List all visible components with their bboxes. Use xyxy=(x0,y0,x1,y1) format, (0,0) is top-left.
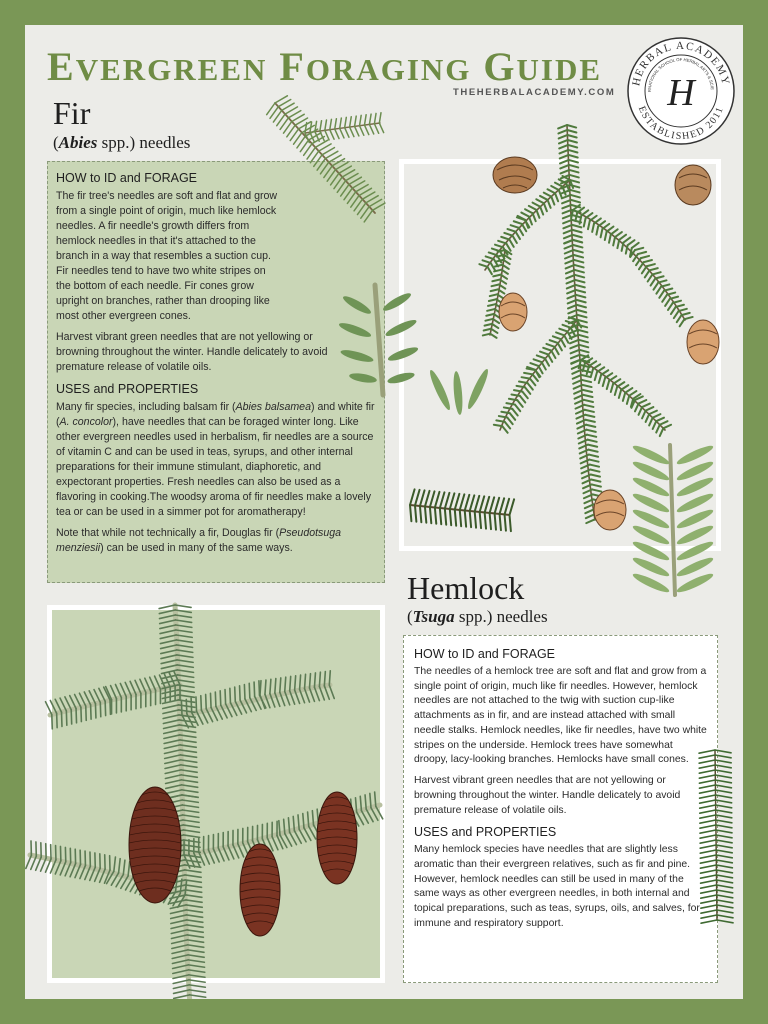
svg-text:HERBAL ACADEMY: HERBAL ACADEMY xyxy=(630,39,732,88)
guide-sheet xyxy=(25,25,743,999)
hemlock-uses-text: Many hemlock species have needles that are slightly less aromatic than their evergreen relatives, such as fir and pine. However, hemlock needles can still be used in many of the same ways as other evergreen needles, in both internal and topical preparations, such as teas, syrups, oils, and salves, for immune and respiratory support. xyxy=(414,844,700,929)
svg-text:ESTABLISHED 2011: ESTABLISHED 2011 xyxy=(635,104,727,143)
page-title: EVERGREEN FORAGING GUIDE xyxy=(47,44,603,89)
fir-sprig-illustration xyxy=(265,93,385,243)
hemlock-cone xyxy=(594,490,626,530)
fir-latin-subheading: (Abies spp.) needles xyxy=(53,133,191,152)
hemlock-cone xyxy=(687,320,719,364)
fir-uses-heading: USES and PROPERTIES xyxy=(56,382,199,397)
hemlock-twig-illustration xyxy=(405,460,515,540)
fir-sprig-small-illustration xyxy=(335,280,415,400)
fir-cone xyxy=(240,844,280,936)
hemlock-info-box xyxy=(403,635,718,983)
hemlock-heading: Hemlock xyxy=(407,570,525,606)
hemlock-cone xyxy=(493,157,537,193)
hemlock-side-sprig-illustration xyxy=(685,745,743,925)
svg-text:H: H xyxy=(667,72,695,114)
hemlock-loose-needles-illustration xyxy=(420,355,500,425)
fir-id-heading: HOW to ID and FORAGE xyxy=(56,171,198,185)
hemlock-cone xyxy=(499,293,527,331)
svg-text:INTERNATIONAL SCHOOL OF HERBAL: RNATIONAL SCHOOL OF HERBAL ARTS & SCIE xyxy=(646,56,716,93)
website-url: THEHERBALACADEMY.COM xyxy=(453,87,616,98)
hemlock-uses-heading: USES and PROPERTIES xyxy=(414,825,557,840)
fir-note-text: Note that while not technically a fir, Douglas fir (Pseudotsuga menziesii) can be used in many of the same ways. xyxy=(56,527,342,555)
hemlock-id-heading: HOW to ID and FORAGE xyxy=(414,647,556,661)
fir-uses-text: Many fir species, including balsam fir (Abies balsamea) and white fir (A. concolor), have needles that can be foraged winter long. Like other evergreen needles used in herbalism, fir needles are a source of vitamin C and can be used in teas, syrups, and other internal preparations for their immune stimulant, diaphoretic, and expectorant properties. Fresh needles can also be used as a flavoring in cooking.The woodsy aroma of fir needles make a lovely tea or can be used in a simmer pot for aromatherapy! xyxy=(56,400,375,519)
fir-harvest-text: Harvest vibrant green needles that are not yellowing or browning throughout the winter. Handle delicately to avoid premature release of volatile oils. xyxy=(56,331,328,374)
hemlock-harvest-text: Harvest vibrant green needles that are not yellowing or browning throughout the winter. Handle delicately to avoid premature release of volatile oils. xyxy=(414,775,681,816)
fir-sprig-needles xyxy=(267,96,385,222)
fir-branch-illustration xyxy=(25,595,410,999)
fir-id-text: The fir tree's needles are soft and flat and grow from a single point of origin, much like hemlock needles. A fir needle's growth differs from hemlock needles in that it's attached to the branch in a way that resembles a suction cup. Fir needles tend to have two white stripes on the bottom of each needle. Fir cones grow upright on branches, rather than drooping like most other evergreen cones. xyxy=(56,189,278,322)
fir-heading: Fir xyxy=(53,95,91,131)
hemlock-id-text: The needles of a hemlock tree are soft and flat and grow from a single point of origin, much like fir needles. However, hemlock needles are not attached to the twig with suction cup-like attachments as in fir, and are instead attached with small needle stalks. Hemlock needles, like fir needles, have two white stripes on the underside. Hemlock trees have somewhat droopy, lacy-looking branches. Hemlocks have small cones. xyxy=(414,665,707,766)
fir-cone xyxy=(317,792,357,884)
hemlock-sprig-illustration xyxy=(625,440,725,600)
fir-cone xyxy=(129,787,181,903)
hemlock-latin-subheading: (Tsuga spp.) needles xyxy=(407,607,548,626)
hemlock-cone xyxy=(675,165,711,205)
